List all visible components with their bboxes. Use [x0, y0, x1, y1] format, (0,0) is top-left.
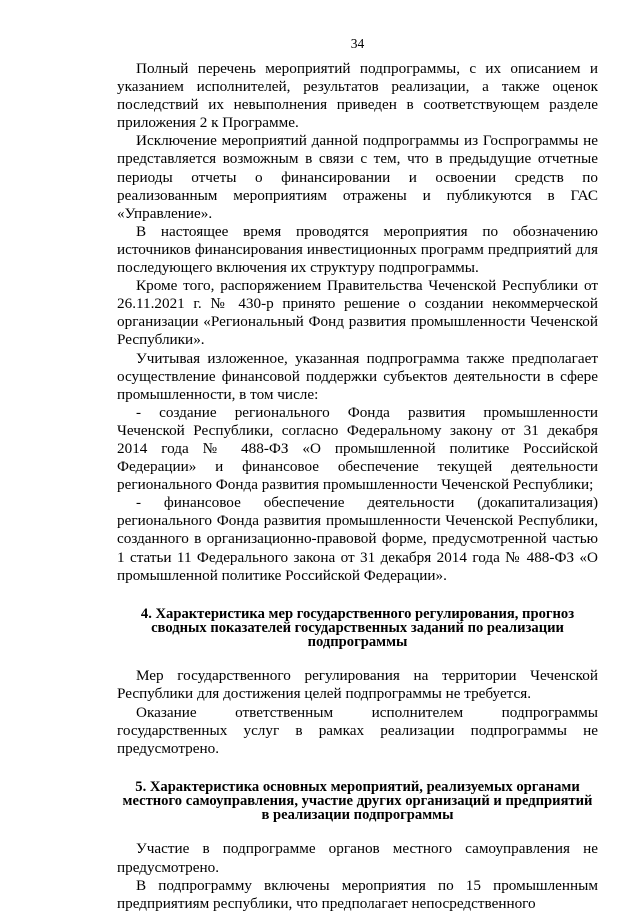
paragraph: В настоящее время проводятся мероприятия по обозначению источников финансирования инвестиционных программ предприятий для последующего включения их структуру подпрограммы. [117, 222, 598, 277]
list-item: - создание регионального Фонда развития промышленности Чеченской Республики, согласно Федеральному закону от 31 декабря 2014 года № 488-ФЗ «О промышленной политике Российской Федерации» и финансовое обеспечение текущей деятельности регионального Фонда развития промышленности Чеченской Республики; [117, 403, 598, 494]
paragraph: Оказание ответственным исполнителем подпрограммы государственных услуг в рамках реализации подпрограммы не предусмотрено. [117, 703, 598, 757]
section-heading: 4. Характеристика мер государственного регулирования, прогноз сводных показателей государственных заданий по реализации подпрограммы [140, 605, 575, 651]
page-number: 34 [350, 36, 365, 51]
section-heading: 5. Характеристика основных мероприятий, реализуемых органами местного самоуправления, участие других организаций и предприятий в реализации подпрограммы [122, 778, 593, 824]
paragraph: Учитывая изложенное, указанная подпрограмма также предполагает осуществление финансовой поддержки субъектов деятельности в сфере промышленности, в том числе: [117, 349, 598, 403]
paragraph: Мер государственного регулирования на территории Чеченской Республики для достижения целей подпрограммы не требуется. [117, 667, 598, 703]
paragraph: В подпрограмму включены мероприятия по 15 промышленным предприятиям республики, что предполагает непосредственного [117, 876, 598, 912]
paragraph: Участие в подпрограмме органов местного самоуправления не предусмотрено. [117, 840, 598, 876]
list-item: - финансовое обеспечение деятельности (докапитализация) регионального Фонда развития промышленности Чеченской Республики, созданного в организационно-правовой форме, предусмотренной частью 1 статьи 11 Федерального закона от 31 декабря 2014 года № 488-ФЗ «О промышленной политике Российской Федерации». [117, 494, 598, 584]
paragraph: Исключение мероприятий данной подпрограммы из Госпрограммы не представляется возможным в связи с тем, что в предыдущие отчетные периоды отчеты о финансировании и освоении средств по реализованным мероприятиям отражены и публикуются в ГАС «Управление». [117, 132, 598, 222]
paragraph: Кроме того, распоряжением Правительства Чеченской Республики от 26.11.2021 г. № 430-р принято решение о создании некоммерческой организации «Региональный Фонд развития промышленности Чеченской Республики». [117, 277, 598, 349]
page-body [117, 60, 598, 913]
paragraph: Полный перечень мероприятий подпрограммы, с их описанием и указанием исполнителей, результатов реализации, а также оценок последствий их невыполнения приведен в соответствующем разделе приложения 2 к Программе. [117, 60, 598, 132]
